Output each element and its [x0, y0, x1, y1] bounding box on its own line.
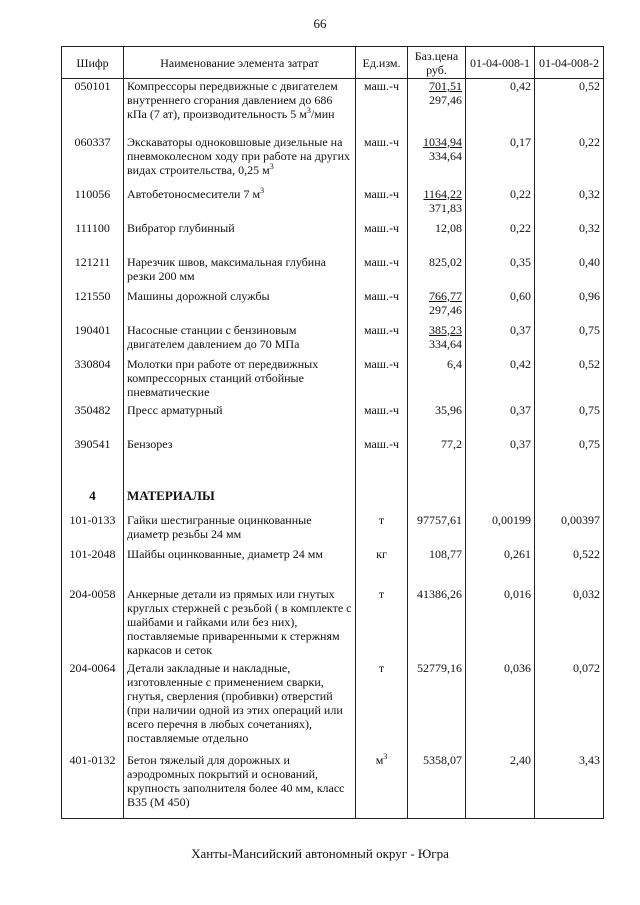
row-value-1: [466, 323, 535, 357]
row-code: [62, 135, 124, 187]
row-price: [408, 221, 466, 255]
row-unit: [356, 221, 408, 255]
value-1: 0,036: [504, 660, 531, 675]
row-name: [124, 547, 356, 587]
row-name: [124, 513, 356, 547]
section-title: [124, 485, 356, 513]
row-name: [124, 323, 356, 357]
row-value-1: [466, 357, 535, 403]
unit-text: маш.-ч: [363, 436, 400, 451]
table-row: [62, 357, 604, 403]
page-number: 66: [313, 16, 327, 31]
price-wage: 6,4: [447, 356, 462, 371]
row-price: [408, 357, 466, 403]
row-value-1: [466, 513, 535, 547]
row-code: [62, 357, 124, 403]
row-code: [62, 513, 124, 547]
value-1: 0,00199: [492, 512, 531, 527]
row-code: [62, 323, 124, 357]
spacer-cell: [62, 477, 124, 485]
row-value-2: [535, 357, 604, 403]
table-row: [62, 135, 604, 187]
row-unit: [356, 79, 408, 135]
value-2: 0,22: [579, 134, 600, 149]
name-superscript: 3: [269, 161, 274, 171]
code-text: 050101: [74, 79, 111, 93]
price-wage: 35,96: [435, 402, 462, 417]
spacer-cell: [356, 477, 408, 485]
row-price: [408, 661, 466, 753]
row-unit: [356, 255, 408, 289]
value-1: 0,22: [510, 186, 531, 201]
value-2: 3,43: [579, 752, 600, 767]
unit-text: маш.-ч: [363, 134, 400, 149]
name-text: Молотки при работе от передвижных компрессорных станций отбойные пневматические: [127, 356, 319, 399]
row-name: [124, 753, 356, 819]
value-1: 0,016: [504, 586, 531, 601]
table-row: [62, 289, 604, 323]
table-row: [62, 587, 604, 661]
unit-text: кг: [376, 546, 387, 561]
table-header-row: [62, 47, 604, 79]
spacer-cell: [466, 477, 535, 485]
name-text: Детали закладные и накладные, изготовленные с применением сварки, гнутья, сверления (пробивки) отверстий (при наличии одной из этих операций или всего перечня в любых сочетаниях), поставляемые отдельно: [127, 660, 343, 745]
row-name: [124, 255, 356, 289]
row-name: [124, 289, 356, 323]
table-row: [62, 513, 604, 547]
section-title-text: МАТЕРИАЛЫ: [127, 487, 215, 503]
name-text: Вибратор глубинный: [127, 220, 235, 235]
name-text: Компрессоры передвижные с двигателем внутреннего сгорания давлением до 686 кПа (7 ат), производительность 5 м: [127, 79, 338, 121]
value-1: 0,37: [510, 322, 531, 337]
table-row: [62, 255, 604, 289]
row-value-2: [535, 221, 604, 255]
row-value-1: [466, 221, 535, 255]
row-value-2: [535, 661, 604, 753]
code-text: 390541: [74, 436, 111, 451]
value-2: 0,00397: [561, 512, 600, 527]
value-2: 0,032: [573, 586, 600, 601]
unit-text: маш.-ч: [363, 322, 400, 337]
row-name: [124, 221, 356, 255]
row-price: [408, 187, 466, 221]
row-code: [62, 587, 124, 661]
code-text: 101-2048: [69, 546, 116, 561]
value-2: 0,96: [579, 288, 600, 303]
row-code: [62, 403, 124, 437]
spacer-cell: [535, 477, 604, 485]
row-value-2: [535, 547, 604, 587]
row-code: [62, 547, 124, 587]
price-wage: 334,64: [429, 148, 462, 163]
section-empty-cell: [466, 485, 535, 513]
code-text: 204-0064: [69, 660, 116, 675]
value-1: 2,40: [510, 752, 531, 767]
value-1: 0,17: [510, 134, 531, 149]
section-number-text: 4: [89, 487, 96, 503]
table-row: [62, 437, 604, 477]
spacer-cell: [408, 477, 466, 485]
row-code: [62, 753, 124, 819]
price-text: 41386,26: [417, 586, 462, 601]
row-value-1: [466, 661, 535, 753]
code-text: 121550: [74, 288, 111, 303]
row-code: [62, 661, 124, 753]
unit-text: маш.-ч: [363, 79, 400, 93]
row-price: [408, 289, 466, 323]
section-number: [62, 485, 124, 513]
price-total: 385,23: [429, 322, 462, 337]
value-1: 0,35: [510, 254, 531, 269]
row-value-1: [466, 135, 535, 187]
row-value-2: [535, 255, 604, 289]
name-text: Гайки шестигранные оцинкованные диаметр резьбы 24 мм: [127, 512, 312, 541]
row-unit: [356, 187, 408, 221]
table-row: [62, 547, 604, 587]
row-name: [124, 403, 356, 437]
header-code: Шифр: [62, 47, 124, 79]
header-col1: 01-04-008-1: [466, 47, 535, 79]
code-text: 110056: [74, 186, 111, 201]
value-1: 0,37: [510, 436, 531, 451]
table-row: [62, 661, 604, 753]
row-code: [62, 289, 124, 323]
code-text: 350482: [74, 402, 111, 417]
row-price: [408, 437, 466, 477]
unit-text: маш.-ч: [363, 356, 400, 371]
section-empty-cell: [408, 485, 466, 513]
row-name: [124, 357, 356, 403]
row-name: [124, 79, 356, 135]
code-text: 190401: [74, 322, 111, 337]
code-text: 330804: [74, 356, 111, 371]
table-row: [62, 323, 604, 357]
price-text: 5358,07: [423, 752, 462, 767]
price-wage: 297,46: [429, 93, 462, 107]
row-unit: [356, 547, 408, 587]
row-value-2: [535, 513, 604, 547]
header-col2: 01-04-008-2: [535, 47, 604, 79]
name-text: Насосные станции с бензиновым двигателем давлением до 70 МПа: [127, 322, 300, 351]
price-wage: 334,64: [429, 336, 462, 351]
header-name: Наименование элемента затрат: [124, 47, 356, 79]
table-row: [62, 221, 604, 255]
value-2: 0,522: [573, 546, 600, 561]
name-text: Шайбы оцинкованные, диаметр 24 мм: [127, 546, 323, 561]
row-unit: [356, 753, 408, 819]
name-superscript: 3: [306, 106, 311, 115]
row-unit: [356, 587, 408, 661]
price-total: 766,77: [429, 288, 462, 303]
value-1: 0,37: [510, 402, 531, 417]
cost-table: [61, 46, 604, 819]
unit-text: маш.-ч: [363, 254, 400, 269]
row-name: [124, 661, 356, 753]
price-wage: 825,02: [429, 254, 462, 269]
value-1: 0,22: [510, 220, 531, 235]
unit-text: м: [375, 752, 384, 767]
row-code: [62, 255, 124, 289]
row-value-2: [535, 323, 604, 357]
row-price: [408, 587, 466, 661]
price-wage: 297,46: [429, 302, 462, 317]
unit-text: маш.-ч: [363, 402, 400, 417]
value-1: 0,60: [510, 288, 531, 303]
code-text: 111100: [75, 220, 110, 235]
code-text: 060337: [74, 134, 111, 149]
value-1: 0,42: [510, 356, 531, 371]
row-unit: [356, 661, 408, 753]
code-text: 401-0132: [69, 752, 116, 767]
unit-text: т: [378, 660, 385, 675]
row-value-2: [535, 403, 604, 437]
name-text: Машины дорожной службы: [127, 288, 270, 303]
value-2: 0,75: [579, 436, 600, 451]
row-code: [62, 187, 124, 221]
code-text: 204-0058: [69, 586, 116, 601]
name-text: Бетон тяжелый для дорожных и аэродромных покрытий и оснований, крупность заполнителя более 40 мм, класс В35 (М 450): [127, 752, 345, 809]
row-unit: [356, 289, 408, 323]
row-unit: [356, 437, 408, 477]
row-name: [124, 437, 356, 477]
price-total: 701,51: [429, 79, 462, 93]
price-total: 1164,22: [423, 186, 462, 201]
row-value-2: [535, 753, 604, 819]
price-text: 97757,61: [417, 512, 462, 527]
value-2: 0,32: [579, 220, 600, 235]
price-wage: 77,2: [441, 436, 462, 451]
row-name: [124, 135, 356, 187]
row-value-2: [535, 289, 604, 323]
row-value-1: [466, 753, 535, 819]
row-price: [408, 255, 466, 289]
row-value-1: [466, 187, 535, 221]
name-text: Анкерные детали из прямых или гнутых круглых стержней с резьбой ( в комплекте с шайбами и гайками или без них), поставляемые приваренными к стержням каркасов и сеток: [127, 586, 352, 657]
section-empty-cell: [535, 485, 604, 513]
spacer-cell: [124, 477, 356, 485]
value-1: 0,42: [510, 79, 531, 93]
value-2: 0,75: [579, 402, 600, 417]
value-2: 0,072: [573, 660, 600, 675]
price-total: 1034,94: [423, 134, 462, 149]
row-unit: [356, 357, 408, 403]
row-unit: [356, 513, 408, 547]
row-name: [124, 187, 356, 221]
row-price: [408, 323, 466, 357]
code-text: 121211: [74, 254, 111, 269]
row-code: [62, 79, 124, 135]
name-text: Бензорез: [127, 436, 173, 451]
table-row: [62, 403, 604, 437]
row-value-2: [535, 135, 604, 187]
row-price: [408, 547, 466, 587]
row-value-1: [466, 255, 535, 289]
row-unit: [356, 135, 408, 187]
value-2: 0,32: [579, 186, 600, 201]
row-price: [408, 403, 466, 437]
row-value-1: [466, 587, 535, 661]
value-2: 0,40: [579, 254, 600, 269]
table-row: [62, 187, 604, 221]
price-wage: 371,83: [429, 200, 462, 215]
row-value-2: [535, 187, 604, 221]
row-unit: [356, 403, 408, 437]
row-price: [408, 513, 466, 547]
section-row: [62, 485, 604, 513]
row-price: [408, 135, 466, 187]
value-2: 0,52: [579, 79, 600, 93]
price-text: 108,77: [429, 546, 462, 561]
value-2: 0,52: [579, 356, 600, 371]
unit-text: маш.-ч: [363, 186, 400, 201]
header-unit: Ед.изм.: [356, 47, 408, 79]
name-text: Пресс арматурный: [127, 402, 223, 417]
unit-superscript: 3: [383, 751, 388, 761]
header-price: Баз.цена руб.: [408, 47, 466, 79]
row-value-1: [466, 403, 535, 437]
price-wage: 12,08: [435, 220, 462, 235]
value-2: 0,75: [579, 322, 600, 337]
name-text: Экскаваторы одноковшовые дизельные на пневмоколесном ходу при работе на других видах строительства, 0,25 м: [127, 134, 351, 177]
row-value-2: [535, 79, 604, 135]
value-1: 0,261: [504, 546, 531, 561]
row-value-2: [535, 437, 604, 477]
table-row: [62, 753, 604, 819]
name-tail: /мин: [310, 107, 335, 121]
row-price: [408, 79, 466, 135]
unit-text: т: [378, 586, 385, 601]
row-value-1: [466, 79, 535, 135]
price-text: 52779,16: [417, 660, 462, 675]
name-superscript: 3: [260, 185, 265, 195]
row-name: [124, 587, 356, 661]
row-value-2: [535, 587, 604, 661]
row-value-1: [466, 289, 535, 323]
section-empty-cell: [356, 485, 408, 513]
table-spacer: [62, 477, 604, 485]
unit-text: маш.-ч: [363, 288, 400, 303]
code-text: 101-0133: [69, 512, 116, 527]
unit-text: т: [378, 512, 385, 527]
unit-text: маш.-ч: [363, 220, 400, 235]
row-price: [408, 753, 466, 819]
name-text: Нарезчик швов, максимальная глубина резки 200 мм: [127, 254, 326, 283]
row-code: [62, 437, 124, 477]
row-value-1: [466, 547, 535, 587]
row-value-1: [466, 437, 535, 477]
row-unit: [356, 323, 408, 357]
row-code: [62, 221, 124, 255]
name-text: Автобетоносмесители 7 м: [127, 186, 261, 201]
footer-region: Ханты-Мансийский автономный округ - Югра: [191, 846, 449, 861]
table-row: [62, 79, 604, 135]
